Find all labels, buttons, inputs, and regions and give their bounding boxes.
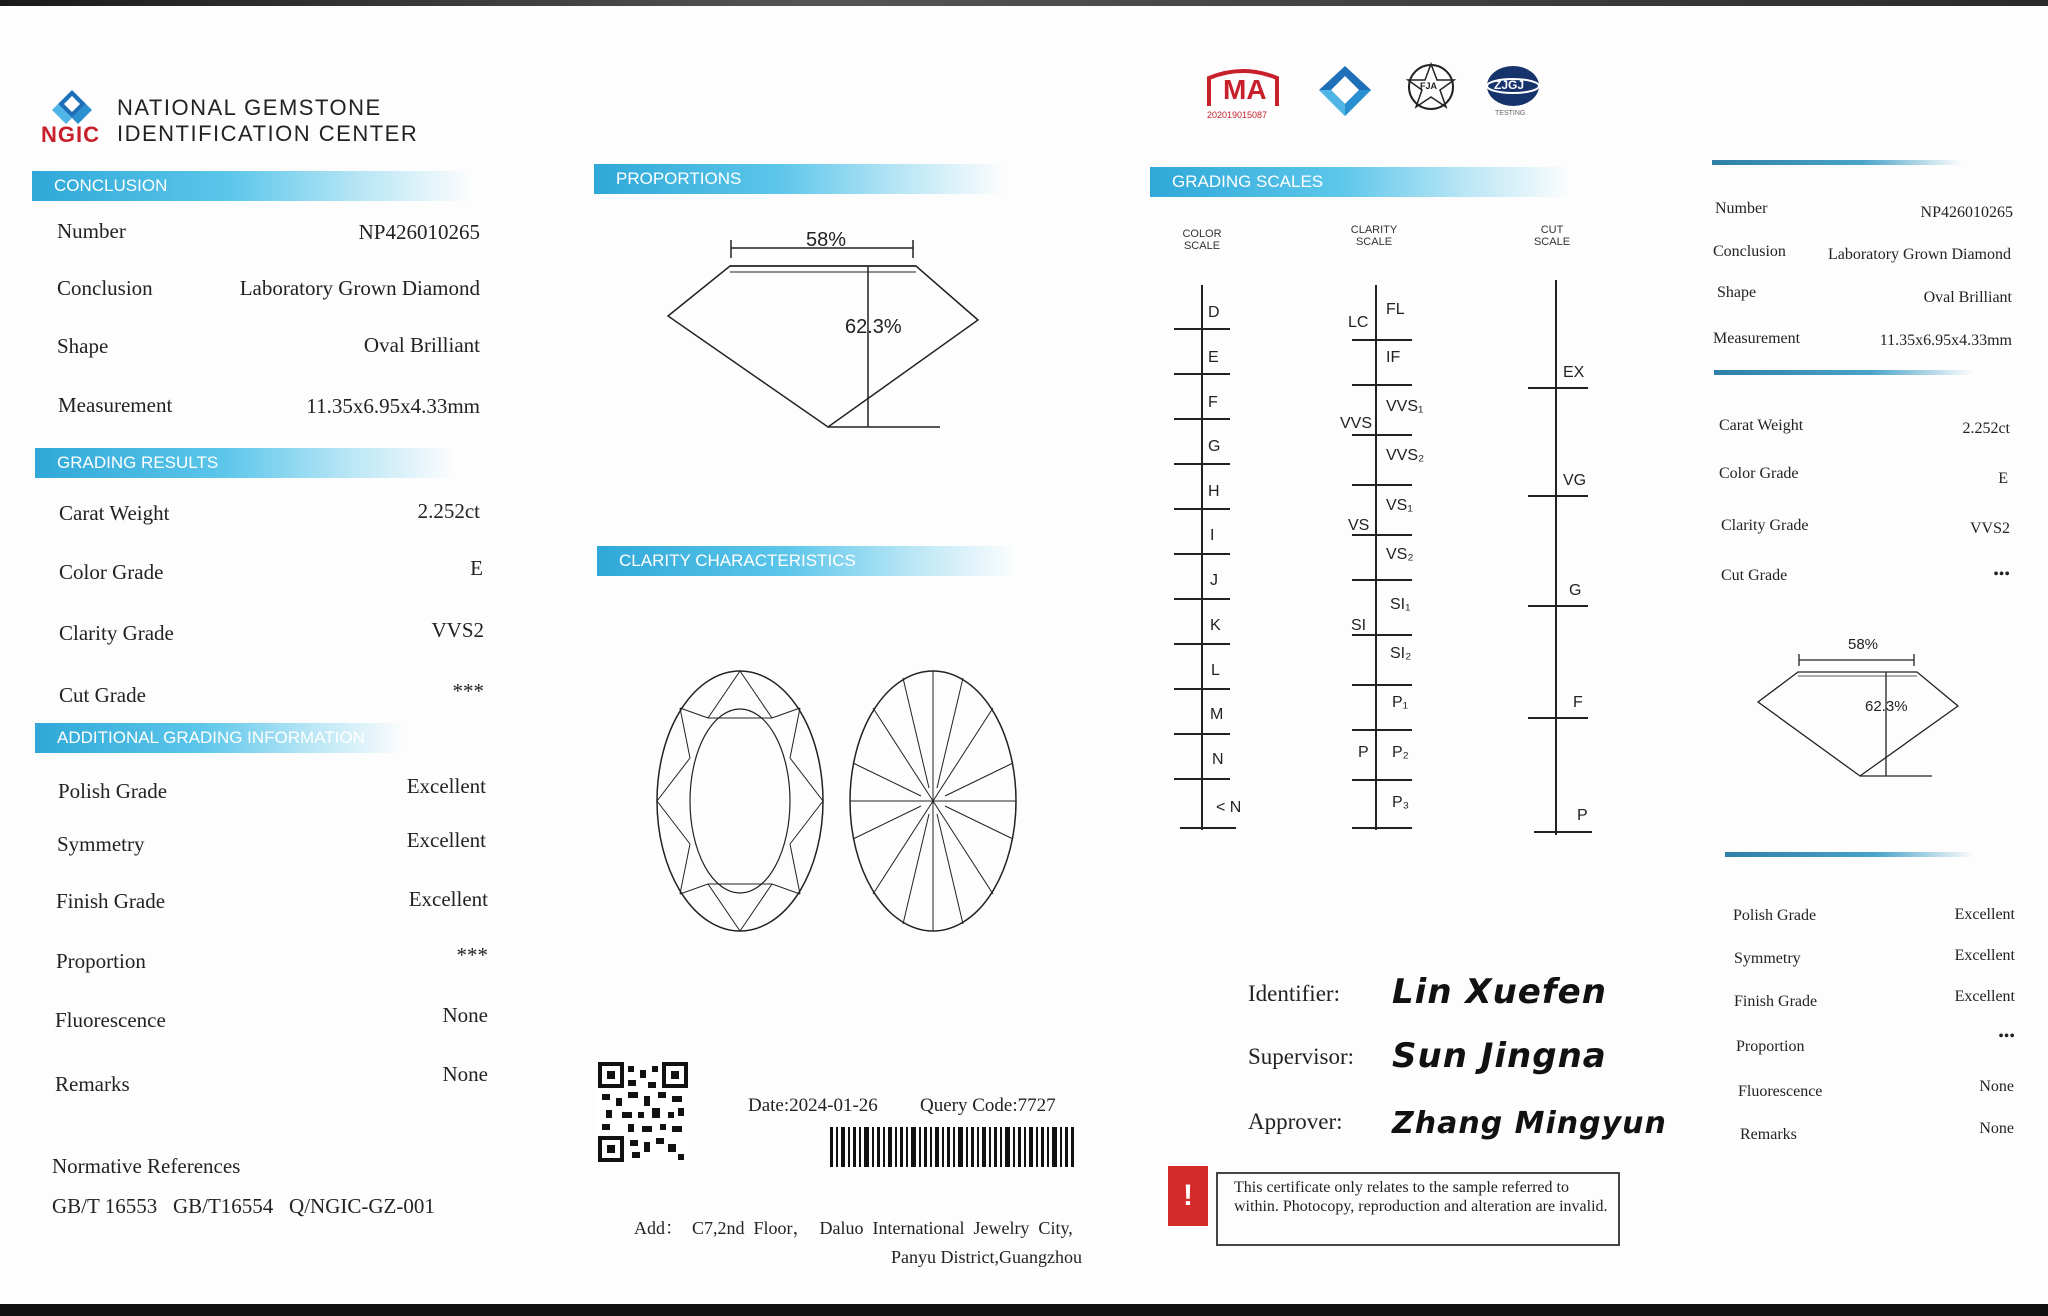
additional-label-finish: Finish Grade bbox=[56, 889, 166, 913]
clarity-grade-p1: P₁ bbox=[1392, 694, 1409, 711]
summary-value-color: E bbox=[1998, 470, 2008, 487]
summary-table-pct: 58% bbox=[1848, 636, 1879, 653]
cut-grade-g: G bbox=[1569, 582, 1582, 599]
identifier-signature: Lin Xuefen bbox=[1392, 972, 1607, 1012]
summary-label-number: Number bbox=[1715, 200, 1768, 217]
additional-label-fluorescence: Fluorescence bbox=[55, 1008, 166, 1032]
conclusion-value-measurement: 11.35x6.95x4.33mm bbox=[306, 394, 480, 418]
clarity-scale-title: CLARITY SCALE bbox=[1350, 224, 1398, 248]
page-bottom-edge bbox=[0, 1304, 2048, 1316]
summary-label-conclusion: Conclusion bbox=[1713, 243, 1786, 260]
conclusion-label-shape: Shape bbox=[57, 334, 109, 358]
conclusion-heading: CONCLUSION bbox=[32, 171, 472, 201]
proportions-heading: PROPORTIONS bbox=[594, 164, 1004, 194]
summary-value-conclusion: Laboratory Grown Diamond bbox=[1827, 246, 2011, 263]
normative-refs: GB/T 16553 GB/T16554 Q/NGIC-GZ-001 bbox=[52, 1194, 435, 1218]
zjgj-logo-sub: TESTING bbox=[1495, 110, 1526, 117]
grading-value-clarity: VVS2 bbox=[431, 618, 484, 642]
summary-label-shape: Shape bbox=[1717, 284, 1757, 301]
conclusion-value-conclusion: Laboratory Grown Diamond bbox=[239, 276, 480, 300]
proportions-diagram bbox=[660, 230, 990, 440]
conclusion-label-measurement: Measurement bbox=[58, 393, 173, 417]
clarity-group-vs: VS bbox=[1348, 517, 1370, 534]
additional-label-proportion: Proportion bbox=[56, 949, 146, 973]
summary-value-polish: Excellent bbox=[1954, 906, 2015, 923]
grading-label-cut: Cut Grade bbox=[59, 683, 146, 707]
summary-value-finish: Excellent bbox=[1954, 988, 2015, 1005]
summary-label-fluorescence: Fluorescence bbox=[1738, 1083, 1823, 1100]
additional-label-symmetry: Symmetry bbox=[57, 832, 145, 856]
summary-label-proportion: Proportion bbox=[1736, 1038, 1805, 1055]
summary-value-remarks: None bbox=[1979, 1120, 2014, 1137]
clarity-grade-if: IF bbox=[1386, 349, 1401, 366]
fja-logo-text: FJA bbox=[1420, 81, 1438, 91]
org-name-line1: NATIONAL GEMSTONE bbox=[117, 95, 382, 120]
clarity-group-si: SI bbox=[1351, 617, 1367, 634]
grading-value-color: E bbox=[470, 556, 483, 580]
summary-value-measurement: 11.35x6.95x4.33mm bbox=[1879, 332, 2012, 349]
warning-icon: ! bbox=[1168, 1166, 1208, 1226]
clarity-grade-vs1: VS₁ bbox=[1386, 497, 1413, 514]
cut-scale-title: CUT SCALE bbox=[1533, 224, 1571, 248]
summary-proportions-diagram bbox=[1752, 650, 1968, 784]
clarity-plot-pavilion-view bbox=[843, 668, 1023, 934]
additional-value-finish: Excellent bbox=[408, 887, 488, 911]
summary-label-color: Color Grade bbox=[1719, 465, 1799, 482]
cut-grade-f: F bbox=[1573, 694, 1583, 711]
query-code: Query Code:7727 bbox=[920, 1095, 1056, 1116]
clarity-plot-crown-view bbox=[650, 668, 830, 934]
clarity-grade-p3: P₃ bbox=[1392, 794, 1410, 811]
grading-label-carat: Carat Weight bbox=[59, 501, 170, 525]
conclusion-value-number: NP426010265 bbox=[358, 220, 480, 244]
additional-value-proportion: *** bbox=[456, 943, 488, 967]
summary-label-remarks: Remarks bbox=[1740, 1126, 1797, 1143]
color-grade-d: D bbox=[1208, 304, 1220, 321]
summary-value-fluorescence: None bbox=[1979, 1078, 2014, 1095]
color-grade-below-n: < N bbox=[1216, 799, 1242, 816]
color-grade-m: M bbox=[1210, 706, 1224, 723]
summary-label-measurement: Measurement bbox=[1713, 330, 1801, 347]
summary-label-symmetry: Symmetry bbox=[1734, 950, 1801, 967]
cut-grade-p: P bbox=[1577, 807, 1588, 824]
supervisor-label: Supervisor: bbox=[1248, 1044, 1355, 1069]
ngic-logo-text: NGIC bbox=[41, 122, 100, 147]
summary-value-number: NP426010265 bbox=[1920, 204, 2013, 221]
supervisor-signature: Sun Jingna bbox=[1392, 1036, 1607, 1076]
clarity-group-p: P bbox=[1358, 744, 1369, 761]
clarity-characteristics-heading: CLARITY CHARACTERISTICS bbox=[597, 546, 1017, 576]
summary-depth-pct: 62.3% bbox=[1865, 698, 1908, 715]
zjgj-logo bbox=[1483, 64, 1543, 122]
additional-label-polish: Polish Grade bbox=[58, 779, 168, 803]
summary-rule-mid bbox=[1714, 370, 1974, 375]
conclusion-label-number: Number bbox=[57, 219, 126, 243]
clarity-grade-vvs2: VVS₂ bbox=[1386, 447, 1425, 464]
summary-value-clarity: VVS2 bbox=[1969, 520, 2010, 537]
summary-rule-bottom bbox=[1725, 852, 1975, 857]
color-grade-j: J bbox=[1210, 572, 1218, 589]
org-name-line2: IDENTIFICATION CENTER bbox=[117, 121, 419, 146]
approver-label: Approver: bbox=[1248, 1109, 1343, 1134]
address-line1: Add： C7,2nd Floor， Daluo International Jewelry City, bbox=[634, 1218, 1073, 1238]
ngic-diamond-icon bbox=[1315, 64, 1375, 120]
summary-rule-top bbox=[1712, 160, 1962, 165]
clarity-group-vvs: VVS bbox=[1340, 415, 1373, 432]
color-grade-f: F bbox=[1208, 394, 1218, 411]
summary-label-carat: Carat Weight bbox=[1719, 417, 1804, 434]
clarity-grade-si2: SI₂ bbox=[1390, 645, 1412, 662]
qr-code[interactable] bbox=[598, 1062, 688, 1162]
color-grade-k: K bbox=[1210, 617, 1221, 634]
clarity-grade-vs2: VS₂ bbox=[1386, 546, 1414, 563]
clarity-group-lc: LC bbox=[1348, 314, 1369, 331]
summary-value-symmetry: Excellent bbox=[1954, 947, 2015, 964]
notice-text: This certificate only relates to the sample referred to within. Photocopy, reproduction and alteration are invalid. bbox=[1234, 1179, 1608, 1215]
conclusion-value-shape: Oval Brilliant bbox=[363, 333, 480, 357]
color-grade-h: H bbox=[1208, 483, 1220, 500]
additional-value-remarks: None bbox=[442, 1062, 488, 1086]
clarity-grade-p2: P₂ bbox=[1392, 744, 1409, 761]
normative-title: Normative References bbox=[52, 1154, 241, 1178]
clarity-grade-fl: FL bbox=[1386, 301, 1405, 318]
summary-label-finish: Finish Grade bbox=[1734, 993, 1818, 1010]
grading-scales-heading: GRADING SCALES bbox=[1150, 167, 1570, 197]
additional-label-remarks: Remarks bbox=[55, 1072, 130, 1096]
summary-label-clarity: Clarity Grade bbox=[1721, 517, 1809, 534]
cma-logo-number: 202019015087 bbox=[1207, 110, 1268, 120]
notice-box bbox=[1168, 1166, 1624, 1250]
fja-logo bbox=[1404, 60, 1458, 114]
clarity-grade-vvs1: VVS₁ bbox=[1386, 398, 1424, 415]
cma-logo-text: MA bbox=[1223, 74, 1267, 105]
clarity-grade-si1: SI₁ bbox=[1390, 596, 1411, 613]
identifier-label: Identifier: bbox=[1248, 981, 1340, 1006]
conclusion-label-conclusion: Conclusion bbox=[57, 276, 153, 300]
additional-value-symmetry: Excellent bbox=[406, 828, 486, 852]
grading-value-cut: *** bbox=[452, 679, 484, 703]
color-grade-e: E bbox=[1208, 349, 1219, 366]
address-line2: Panyu District,Guangzhou bbox=[891, 1247, 1082, 1267]
summary-value-carat: 2.252ct bbox=[1962, 420, 2010, 437]
grading-label-clarity: Clarity Grade bbox=[59, 621, 174, 645]
zjgj-logo-text: ZJGJ bbox=[1494, 78, 1525, 92]
summary-value-shape: Oval Brilliant bbox=[1923, 289, 2012, 306]
additional-value-fluorescence: None bbox=[442, 1003, 488, 1027]
summary-value-proportion: ••• bbox=[1998, 1028, 2015, 1045]
barcode[interactable] bbox=[830, 1127, 1075, 1167]
grading-value-carat: 2.252ct bbox=[417, 499, 480, 523]
grading-label-color: Color Grade bbox=[59, 560, 164, 584]
approver-signature: Zhang Mingyun bbox=[1392, 1106, 1667, 1141]
summary-label-cut: Cut Grade bbox=[1721, 567, 1788, 584]
additional-value-polish: Excellent bbox=[406, 774, 486, 798]
proportions-table-pct: 58% bbox=[806, 229, 847, 251]
summary-label-polish: Polish Grade bbox=[1733, 907, 1817, 924]
issue-date: Date:2024-01-26 bbox=[748, 1095, 878, 1116]
color-grade-i: I bbox=[1210, 527, 1215, 544]
proportions-depth-pct: 62.3% bbox=[845, 316, 902, 338]
color-grade-g: G bbox=[1208, 438, 1221, 455]
cma-logo bbox=[1203, 68, 1283, 124]
color-scale-title: COLOR SCALE bbox=[1182, 228, 1222, 252]
color-grade-n: N bbox=[1212, 751, 1224, 768]
cut-grade-ex: EX bbox=[1563, 364, 1585, 381]
additional-heading: ADDITIONAL GRADING INFORMATION bbox=[35, 723, 405, 753]
cut-grade-vg: VG bbox=[1563, 472, 1587, 489]
grading-results-heading: GRADING RESULTS bbox=[35, 448, 455, 478]
color-grade-l: L bbox=[1211, 662, 1220, 679]
summary-value-cut: ••• bbox=[1993, 566, 2010, 583]
